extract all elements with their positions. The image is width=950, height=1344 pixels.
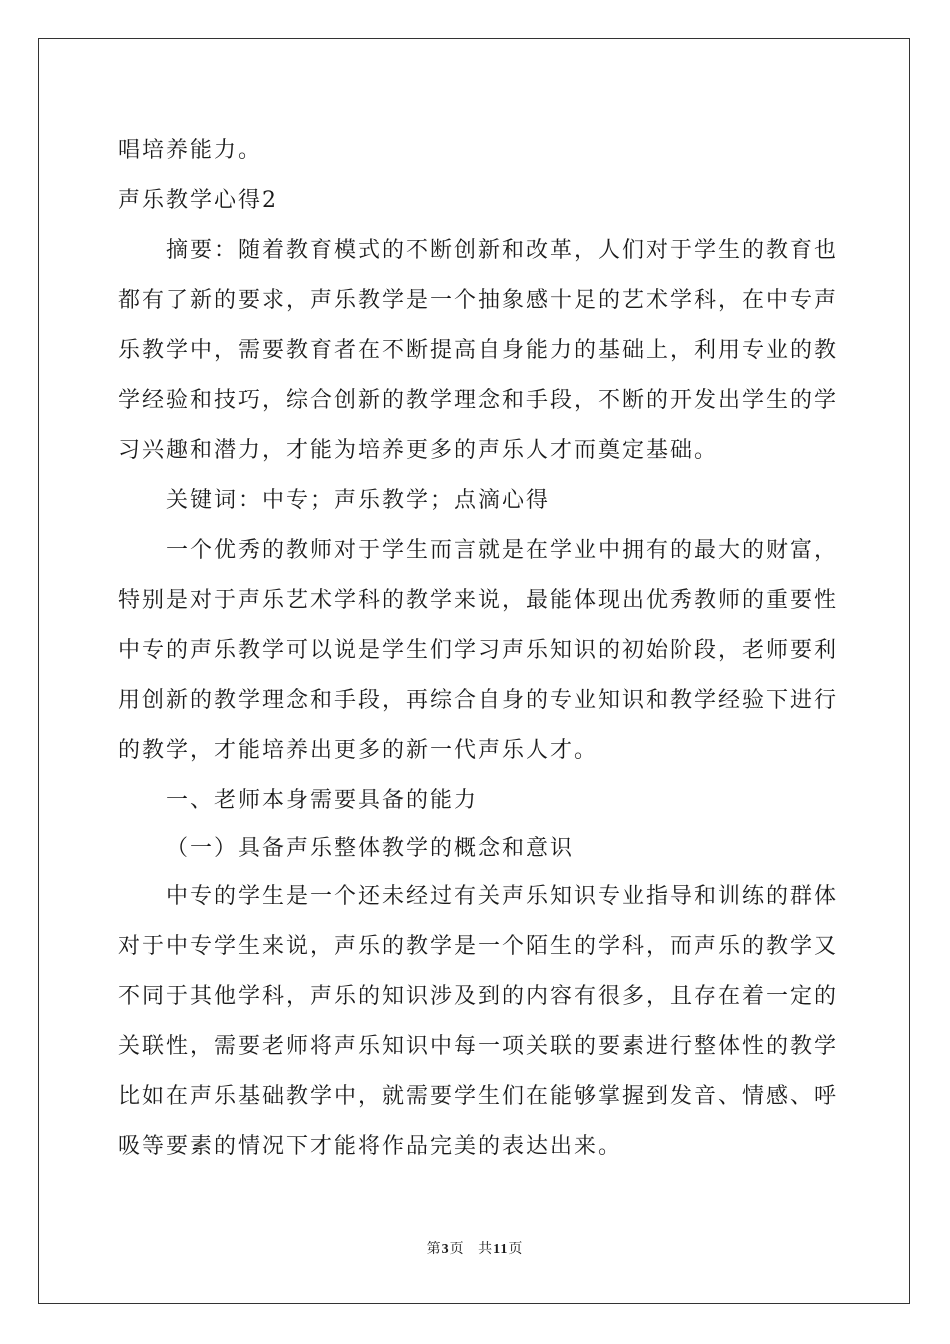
paragraph-line: 比如在声乐基础教学中，就需要学生们在能够掌握到发音、情感、呼 xyxy=(118,1084,839,1109)
paragraph-line: 乐教学中，需要教育者在不断提高自身能力的基础上，利用专业的教 xyxy=(118,338,839,363)
paragraph-line: 中专的声乐教学可以说是学生们学习声乐知识的初始阶段，老师要利 xyxy=(118,638,839,663)
page-footer xyxy=(0,1238,950,1258)
section-title: 声乐教学心得2 xyxy=(118,188,278,213)
page-number: 3 xyxy=(441,1242,450,1257)
heading-level-1: 一、老师本身需要具备的能力 xyxy=(166,788,479,813)
keywords-line: 关键词：中专；声乐教学；点滴心得 xyxy=(166,488,551,513)
paragraph-line: 一个优秀的教师对于学生而言就是在学业中拥有的最大的财富， xyxy=(166,538,839,563)
paragraph-line: 中专的学生是一个还未经过有关声乐知识专业指导和训练的群体 xyxy=(166,884,839,909)
total-prefix: 共 xyxy=(478,1242,494,1257)
paragraph-line: 用创新的教学理念和手段，再综合自身的专业知识和教学经验下进行 xyxy=(118,688,839,713)
heading-level-2: （一）具备声乐整体教学的概念和意识 xyxy=(166,836,575,861)
paragraph-line: 关联性，需要老师将声乐知识中每一项关联的要素进行整体性的教学 xyxy=(118,1034,839,1059)
paragraph-line: 学经验和技巧，综合创新的教学理念和手段，不断的开发出学生的学 xyxy=(118,388,839,413)
document-body xyxy=(118,126,839,1172)
paragraph-line: 不同于其他学科，声乐的知识涉及到的内容有很多，且存在着一定的 xyxy=(118,984,839,1009)
total-pages: 11 xyxy=(493,1242,509,1257)
page-prefix: 第 xyxy=(426,1242,442,1257)
paragraph-line: 摘要：随着教育模式的不断创新和改革，人们对于学生的教育也 xyxy=(166,238,839,263)
paragraph-line: 都有了新的要求，声乐教学是一个抽象感十足的艺术学科，在中专声 xyxy=(118,288,839,313)
paragraph-line: 习兴趣和潜力，才能为培养更多的声乐人才而奠定基础。 xyxy=(118,438,719,463)
total-suffix: 页 xyxy=(508,1242,524,1257)
paragraph-line: 特别是对于声乐艺术学科的教学来说，最能体现出优秀教师的重要性 xyxy=(118,588,839,613)
paragraph-line: 唱培养能力。 xyxy=(118,138,263,163)
paragraph-line: 的教学，才能培养出更多的新一代声乐人才。 xyxy=(118,738,599,763)
paragraph-line: 对于中专学生来说，声乐的教学是一个陌生的学科，而声乐的教学又 xyxy=(118,934,839,959)
page-suffix: 页 xyxy=(449,1242,465,1257)
paragraph-line: 吸等要素的情况下才能将作品完美的表达出来。 xyxy=(118,1134,623,1159)
